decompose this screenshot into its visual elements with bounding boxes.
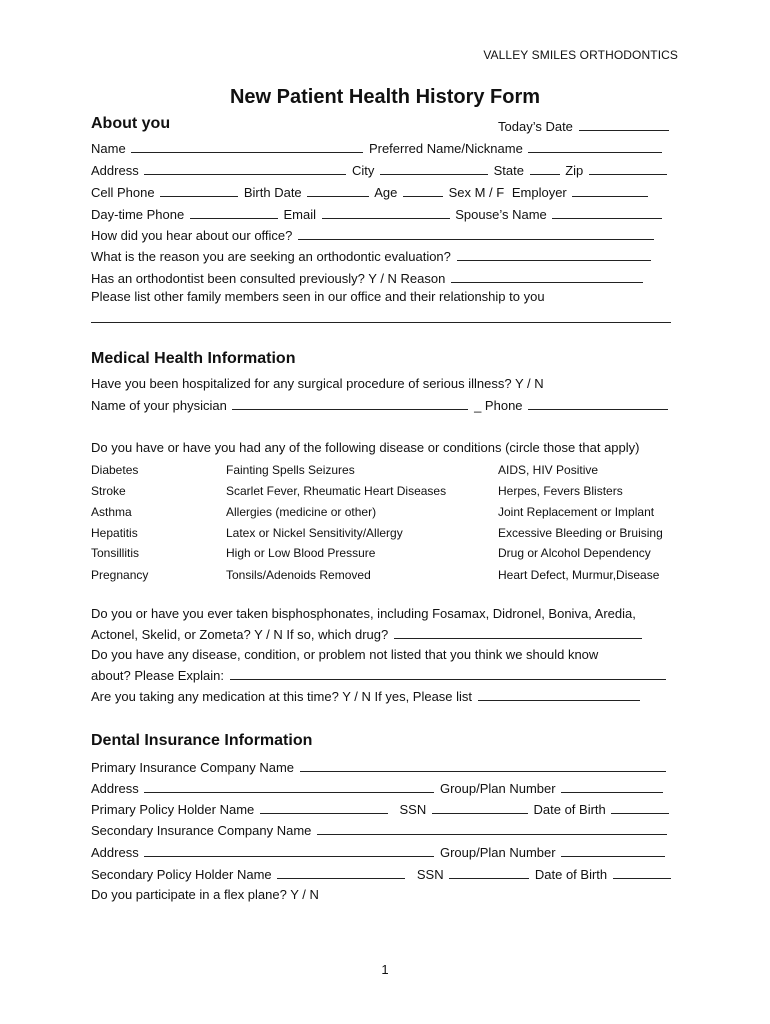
- zip-field[interactable]: [589, 162, 667, 175]
- page-number: 1: [381, 962, 389, 977]
- medication-label: Are you taking any medication at this time? Y / N If yes, Please list: [91, 689, 473, 704]
- sex-label: Sex M / F: [448, 185, 505, 200]
- medication-row: [91, 688, 642, 705]
- age-field[interactable]: [403, 184, 443, 197]
- medical-heading: Medical Health Information: [91, 350, 296, 367]
- daytime-phone-field[interactable]: [190, 206, 278, 219]
- primary-holder-field[interactable]: [260, 801, 388, 814]
- condition-item[interactable]: Herpes, Fevers Blisters: [498, 484, 623, 498]
- condition-item[interactable]: Scarlet Fever, Rheumatic Heart Diseases: [226, 484, 447, 498]
- consulted-reason-field[interactable]: [451, 270, 643, 283]
- hear-about-label: How did you hear about our office?: [91, 228, 293, 243]
- condition-item[interactable]: High or Low Blood Pressure: [226, 546, 376, 560]
- reason-row: [91, 248, 653, 265]
- secondary-company-label: Secondary Insurance Company Name: [91, 823, 312, 838]
- explain-label: about? Please Explain:: [91, 668, 224, 683]
- condition-item[interactable]: Latex or Nickel Sensitivity/Allergy: [226, 526, 403, 540]
- primary-holder-row: [91, 801, 671, 818]
- hear-row: [91, 227, 656, 244]
- email-label: Email: [283, 207, 316, 222]
- condition-item[interactable]: Heart Defect, Murmur,Disease: [498, 568, 660, 582]
- employer-field[interactable]: [572, 184, 648, 197]
- condition-item[interactable]: Drug or Alcohol Dependency: [498, 546, 651, 560]
- about-you-heading: About you: [91, 115, 171, 132]
- secondary-address-label: Address: [91, 845, 139, 860]
- primary-company-row: [91, 759, 668, 776]
- physician-row: [91, 397, 670, 414]
- secondary-company-field[interactable]: [317, 822, 667, 835]
- name-label: Name: [91, 141, 126, 156]
- conditions-prompt: Do you have or have you had any of the following disease or conditions (circle those that apply): [91, 440, 640, 455]
- secondary-group-field[interactable]: [561, 844, 665, 857]
- secondary-holder-label: Secondary Policy Holder Name: [91, 867, 272, 882]
- condition-item[interactable]: Fainting Spells Seizures: [226, 463, 355, 477]
- secondary-ssn-field[interactable]: [449, 866, 529, 879]
- todays-date-field[interactable]: [579, 118, 669, 131]
- other-condition-row: [91, 667, 668, 684]
- cell-phone-label: Cell Phone: [91, 185, 155, 200]
- spouse-name-field[interactable]: [552, 206, 662, 219]
- name-row: [91, 140, 664, 157]
- city-field[interactable]: [380, 162, 488, 175]
- city-label: City: [351, 163, 375, 178]
- address-field[interactable]: [144, 162, 346, 175]
- birth-date-field[interactable]: [307, 184, 369, 197]
- physician-phone-field[interactable]: [528, 397, 668, 410]
- evaluation-reason-field[interactable]: [457, 248, 651, 261]
- physician-phone-label: _ Phone: [474, 398, 523, 413]
- hospitalized-label: Have you been hospitalized for any surgical procedure of serious illness? Y / N: [91, 376, 544, 391]
- consulted-label: Has an orthodontist been consulted previously? Y / N Reason: [91, 271, 446, 286]
- condition-item[interactable]: Excessive Bleeding or Bruising: [498, 526, 663, 540]
- birth-date-label: Birth Date: [243, 185, 302, 200]
- primary-company-field[interactable]: [300, 759, 666, 772]
- condition-item[interactable]: Stroke: [91, 484, 126, 498]
- daytime-row: [91, 206, 664, 223]
- family-field[interactable]: [91, 322, 671, 323]
- address-label: Address: [91, 163, 139, 178]
- secondary-group-label: Group/Plan Number: [439, 845, 556, 860]
- practice-name-header: VALLEY SMILES ORTHODONTICS: [483, 48, 678, 62]
- primary-holder-label: Primary Policy Holder Name: [91, 802, 255, 817]
- primary-group-label: Group/Plan Number: [439, 781, 556, 796]
- primary-dob-field[interactable]: [611, 801, 669, 814]
- secondary-address-row: [91, 844, 667, 861]
- daytime-phone-label: Day-time Phone: [91, 207, 185, 222]
- primary-address-field[interactable]: [144, 780, 434, 793]
- spouse-name-label: Spouse’s Name: [455, 207, 547, 222]
- primary-dob-label: Date of Birth: [533, 802, 606, 817]
- bisphosphonates-drug-field[interactable]: [394, 626, 642, 639]
- zip-label: Zip: [565, 163, 584, 178]
- condition-item[interactable]: Asthma: [91, 505, 132, 519]
- primary-group-field[interactable]: [561, 780, 663, 793]
- secondary-holder-row: [91, 866, 673, 883]
- secondary-holder-field[interactable]: [277, 866, 405, 879]
- family-label: Please list other family members seen in our office and their relationship to you: [91, 289, 545, 304]
- state-label: State: [493, 163, 524, 178]
- name-field[interactable]: [131, 140, 363, 153]
- email-field[interactable]: [322, 206, 450, 219]
- cell-phone-field[interactable]: [160, 184, 238, 197]
- condition-item[interactable]: Hepatitis: [91, 526, 138, 540]
- secondary-dob-label: Date of Birth: [534, 867, 608, 882]
- employer-label: Employer: [511, 185, 567, 200]
- physician-label: Name of your physician: [91, 398, 227, 413]
- flex-plan-label: Do you participate in a flex plane? Y / N: [91, 887, 319, 902]
- condition-item[interactable]: Joint Replacement or Implant: [498, 505, 655, 519]
- secondary-ssn-label: SSN: [416, 867, 444, 882]
- condition-item[interactable]: Allergies (medicine or other): [226, 505, 377, 519]
- cell-row: [91, 184, 650, 201]
- evaluation-reason-label: What is the reason you are seeking an orthodontic evaluation?: [91, 249, 451, 264]
- preferred-name-field[interactable]: [528, 140, 662, 153]
- age-label: Age: [374, 185, 398, 200]
- bisphosphonates-label: Do you or have you ever taken bisphosphonates, including Fosamax, Didronel, Boniva, Aredia,: [91, 606, 636, 621]
- todays-date-label: Today’s Date: [498, 119, 573, 134]
- primary-address-label: Address: [91, 781, 139, 796]
- condition-item[interactable]: Tonsils/Adenoids Removed: [226, 568, 371, 582]
- explain-field[interactable]: [230, 667, 666, 680]
- secondary-address-field[interactable]: [144, 844, 434, 857]
- todays-date-row: [498, 118, 671, 135]
- primary-ssn-field[interactable]: [432, 801, 528, 814]
- address-row: [91, 162, 669, 179]
- condition-item[interactable]: Diabetes: [91, 463, 139, 477]
- secondary-dob-field[interactable]: [613, 866, 671, 879]
- state-field[interactable]: [530, 162, 560, 175]
- bisphosphonates-drug-label: Actonel, Skelid, or Zometa? Y / N If so, which drug?: [91, 627, 389, 642]
- consulted-row: [91, 270, 645, 287]
- form-title: New Patient Health History Form: [229, 86, 541, 108]
- condition-item[interactable]: Tonsillitis: [91, 546, 140, 560]
- condition-item[interactable]: AIDS, HIV Positive: [498, 463, 599, 477]
- secondary-company-row: [91, 822, 669, 839]
- condition-item[interactable]: Pregnancy: [91, 568, 149, 582]
- insurance-heading: Dental Insurance Information: [91, 732, 313, 749]
- primary-address-row: [91, 780, 665, 797]
- primary-company-label: Primary Insurance Company Name: [91, 760, 295, 775]
- primary-ssn-label: SSN: [399, 802, 427, 817]
- preferred-name-label: Preferred Name/Nickname: [368, 141, 523, 156]
- bisphosphonates-row: [91, 626, 644, 643]
- medication-field[interactable]: [478, 688, 640, 701]
- other-condition-label: Do you have any disease, condition, or problem not listed that you think we should know: [91, 647, 599, 662]
- physician-field[interactable]: [232, 397, 468, 410]
- hear-about-field[interactable]: [298, 227, 654, 240]
